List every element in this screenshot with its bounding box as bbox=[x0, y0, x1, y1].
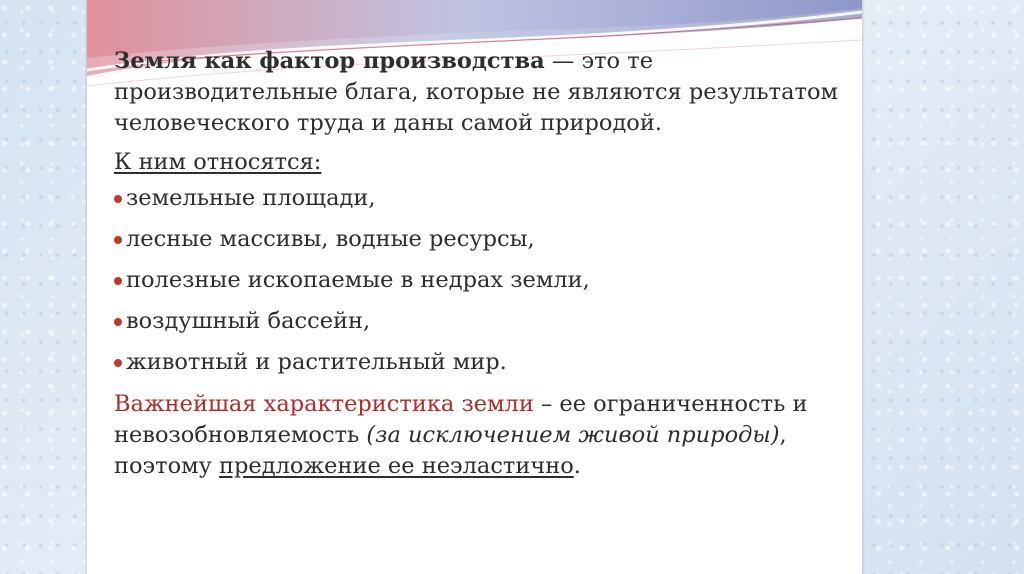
definition-paragraph bbox=[114, 46, 844, 139]
conclusion-text: – ее ограниченность и невозобновляемость bbox=[114, 391, 808, 448]
list-heading: К ним относятся: bbox=[114, 149, 322, 175]
list-item-text: полезные ископаемые в недрах земли, bbox=[126, 267, 590, 293]
bullet-icon bbox=[114, 195, 122, 203]
definition-term: Земля как фактор производства bbox=[114, 48, 545, 74]
slide bbox=[87, 0, 862, 574]
conclusion-end: . bbox=[573, 453, 581, 479]
list-item bbox=[114, 219, 844, 260]
conclusion-note: (за исключением живой природы) bbox=[366, 422, 780, 448]
conclusion-connector: , поэтому bbox=[114, 422, 787, 479]
list-item bbox=[114, 301, 844, 342]
list-item-text: воздушный бассейн, bbox=[126, 308, 371, 334]
list-item-text: животный и растительный мир. bbox=[126, 349, 507, 375]
list-item bbox=[114, 178, 844, 219]
conclusion-underlined: предложение ее неэластично bbox=[219, 453, 574, 479]
bullet-icon bbox=[114, 236, 122, 244]
list-item bbox=[114, 342, 844, 383]
list-item-text: земельные площади, bbox=[126, 185, 376, 211]
bullet-icon bbox=[114, 359, 122, 367]
bullet-icon bbox=[114, 277, 122, 285]
list-item-text: лесные массивы, водные ресурсы, bbox=[126, 226, 535, 252]
bullet-icon bbox=[114, 318, 122, 326]
conclusion-highlight: Важнейшая характеристика земли bbox=[114, 391, 534, 417]
resource-list bbox=[114, 178, 844, 383]
list-item bbox=[114, 260, 844, 301]
slide-content bbox=[114, 46, 844, 490]
definition-text: — это те производительные блага, которые не являются результатом человеческого труда и даны самой природой. bbox=[114, 48, 839, 136]
conclusion-paragraph bbox=[114, 389, 844, 482]
